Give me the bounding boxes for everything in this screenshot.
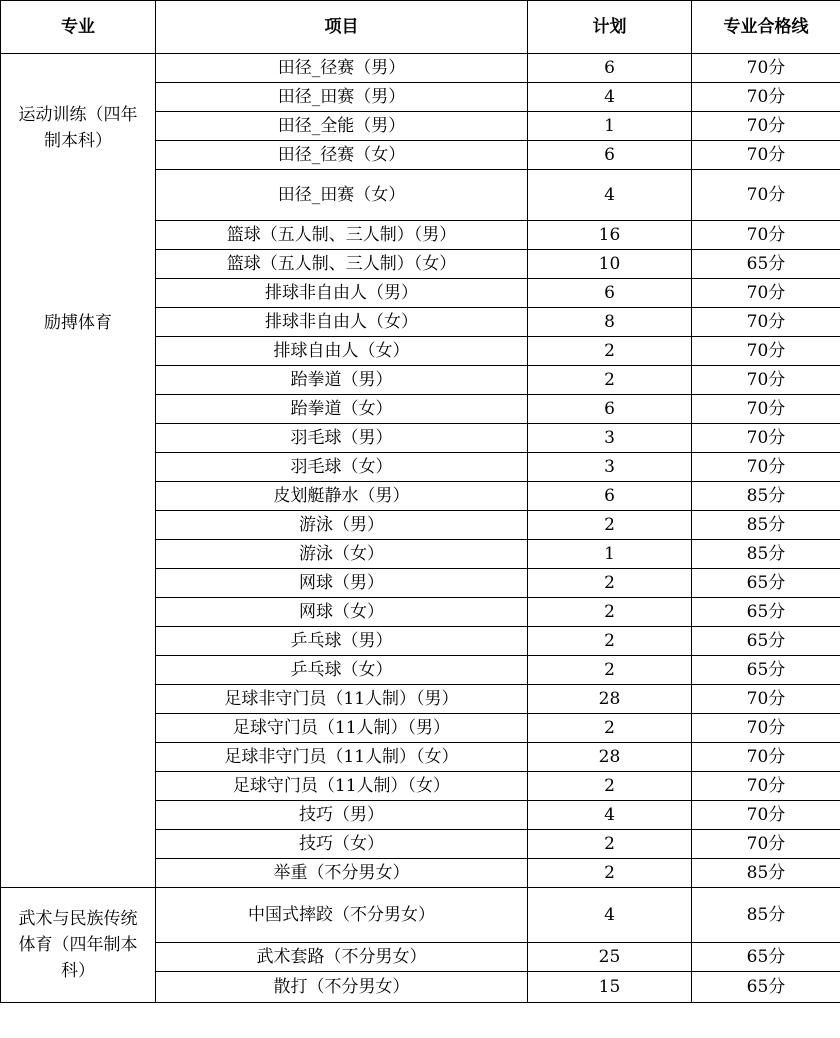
score-cell: 65分 (692, 250, 840, 279)
item-cell: 武术套路（不分男女） (156, 943, 528, 972)
score-cell: 70分 (692, 112, 840, 141)
plan-cell: 2 (528, 627, 692, 656)
item-cell: 足球非守门员（11人制）（女） (156, 743, 528, 772)
item-cell: 举重（不分男女） (156, 859, 528, 888)
score-cell: 85分 (692, 540, 840, 569)
plan-cell: 2 (528, 714, 692, 743)
plan-cell: 4 (528, 801, 692, 830)
item-cell: 篮球（五人制、三人制）（男） (156, 221, 528, 250)
item-cell: 田径_田赛（女） (156, 170, 528, 221)
major-training-line2: 制本科） (44, 130, 112, 151)
item-cell: 散打（不分男女） (156, 972, 528, 1003)
plan-cell: 1 (528, 540, 692, 569)
item-cell: 田径_径赛（女） (156, 141, 528, 170)
table-row (1, 888, 840, 943)
score-cell: 65分 (692, 656, 840, 685)
score-cell: 70分 (692, 424, 840, 453)
plan-cell: 4 (528, 83, 692, 112)
plan-cell: 3 (528, 424, 692, 453)
score-cell: 85分 (692, 511, 840, 540)
score-cell: 70分 (692, 743, 840, 772)
plan-cell: 2 (528, 366, 692, 395)
plan-cell: 2 (528, 598, 692, 627)
item-cell: 乒乓球（男） (156, 627, 528, 656)
score-cell: 85分 (692, 859, 840, 888)
score-cell: 70分 (692, 714, 840, 743)
item-cell: 跆拳道（男） (156, 366, 528, 395)
major-wushu (1, 888, 156, 1003)
item-cell: 排球非自由人（男） (156, 279, 528, 308)
item-cell: 田径_径赛（男） (156, 54, 528, 83)
item-cell: 乒乓球（女） (156, 656, 528, 685)
item-cell: 中国式摔跤（不分男女） (156, 888, 528, 943)
item-cell: 网球（女） (156, 598, 528, 627)
plan-cell: 15 (528, 972, 692, 1003)
score-cell: 70分 (692, 830, 840, 859)
plan-cell: 1 (528, 112, 692, 141)
item-cell: 排球非自由人（女） (156, 308, 528, 337)
major-wushu-line3: 科） (61, 961, 95, 981)
item-cell: 技巧（女） (156, 830, 528, 859)
score-cell: 70分 (692, 279, 840, 308)
plan-cell: 16 (528, 221, 692, 250)
plan-cell: 2 (528, 569, 692, 598)
item-cell: 田径_全能（男） (156, 112, 528, 141)
item-cell: 足球守门员（11人制）（男） (156, 714, 528, 743)
major-wushu-line2: 体育（四年制本 (18, 935, 138, 955)
item-cell: 跆拳道（女） (156, 395, 528, 424)
plan-cell: 2 (528, 772, 692, 801)
item-cell: 足球守门员（11人制）（女） (156, 772, 528, 801)
item-cell: 游泳（男） (156, 511, 528, 540)
header-score: 专业合格线 (692, 1, 840, 54)
score-cell: 70分 (692, 453, 840, 482)
plan-cell: 10 (528, 250, 692, 279)
plan-cell: 28 (528, 685, 692, 714)
score-cell: 70分 (692, 308, 840, 337)
score-cell: 70分 (692, 141, 840, 170)
plan-cell: 2 (528, 656, 692, 685)
item-cell: 羽毛球（男） (156, 424, 528, 453)
header-item: 项目 (156, 1, 528, 54)
table-row (1, 54, 840, 83)
item-cell: 篮球（五人制、三人制）（女） (156, 250, 528, 279)
plan-cell: 2 (528, 830, 692, 859)
score-cell: 70分 (692, 366, 840, 395)
plan-cell: 6 (528, 482, 692, 511)
item-cell: 田径_田赛（男） (156, 83, 528, 112)
score-cell: 70分 (692, 221, 840, 250)
item-cell: 皮划艇静水（男） (156, 482, 528, 511)
major-training-line1: 运动训练（四年 (18, 104, 138, 125)
item-cell: 足球非守门员（11人制）（男） (156, 685, 528, 714)
plan-cell: 2 (528, 511, 692, 540)
score-cell: 70分 (692, 170, 840, 221)
plan-cell: 6 (528, 141, 692, 170)
plan-cell: 6 (528, 279, 692, 308)
plan-cell: 2 (528, 859, 692, 888)
plan-cell: 2 (528, 337, 692, 366)
score-cell: 70分 (692, 772, 840, 801)
score-cell: 70分 (692, 801, 840, 830)
item-cell: 网球（男） (156, 569, 528, 598)
header-row (1, 1, 840, 54)
score-cell: 70分 (692, 337, 840, 366)
plan-cell: 4 (528, 888, 692, 943)
item-cell: 羽毛球（女） (156, 453, 528, 482)
score-cell: 70分 (692, 395, 840, 424)
score-cell: 70分 (692, 83, 840, 112)
plan-cell: 3 (528, 453, 692, 482)
header-major: 专业 (1, 1, 156, 54)
plan-cell: 6 (528, 395, 692, 424)
major-sports-training (1, 54, 156, 888)
score-cell: 85分 (692, 482, 840, 511)
item-cell: 排球自由人（女） (156, 337, 528, 366)
score-cell: 85分 (692, 888, 840, 943)
plan-cell: 28 (528, 743, 692, 772)
score-cell: 70分 (692, 54, 840, 83)
plan-cell: 4 (528, 170, 692, 221)
score-cell: 65分 (692, 943, 840, 972)
plan-cell: 25 (528, 943, 692, 972)
major-wushu-line1: 武术与民族传统 (18, 909, 138, 929)
table-body (1, 54, 840, 1003)
item-cell: 技巧（男） (156, 801, 528, 830)
header-plan: 计划 (528, 1, 692, 54)
plan-cell: 8 (528, 308, 692, 337)
score-cell: 65分 (692, 627, 840, 656)
score-cell: 70分 (692, 685, 840, 714)
score-cell: 65分 (692, 598, 840, 627)
plan-cell: 6 (528, 54, 692, 83)
score-cell: 65分 (692, 972, 840, 1003)
item-cell: 游泳（女） (156, 540, 528, 569)
major-training-line3: 励搏体育 (44, 312, 112, 333)
score-cell: 65分 (692, 569, 840, 598)
